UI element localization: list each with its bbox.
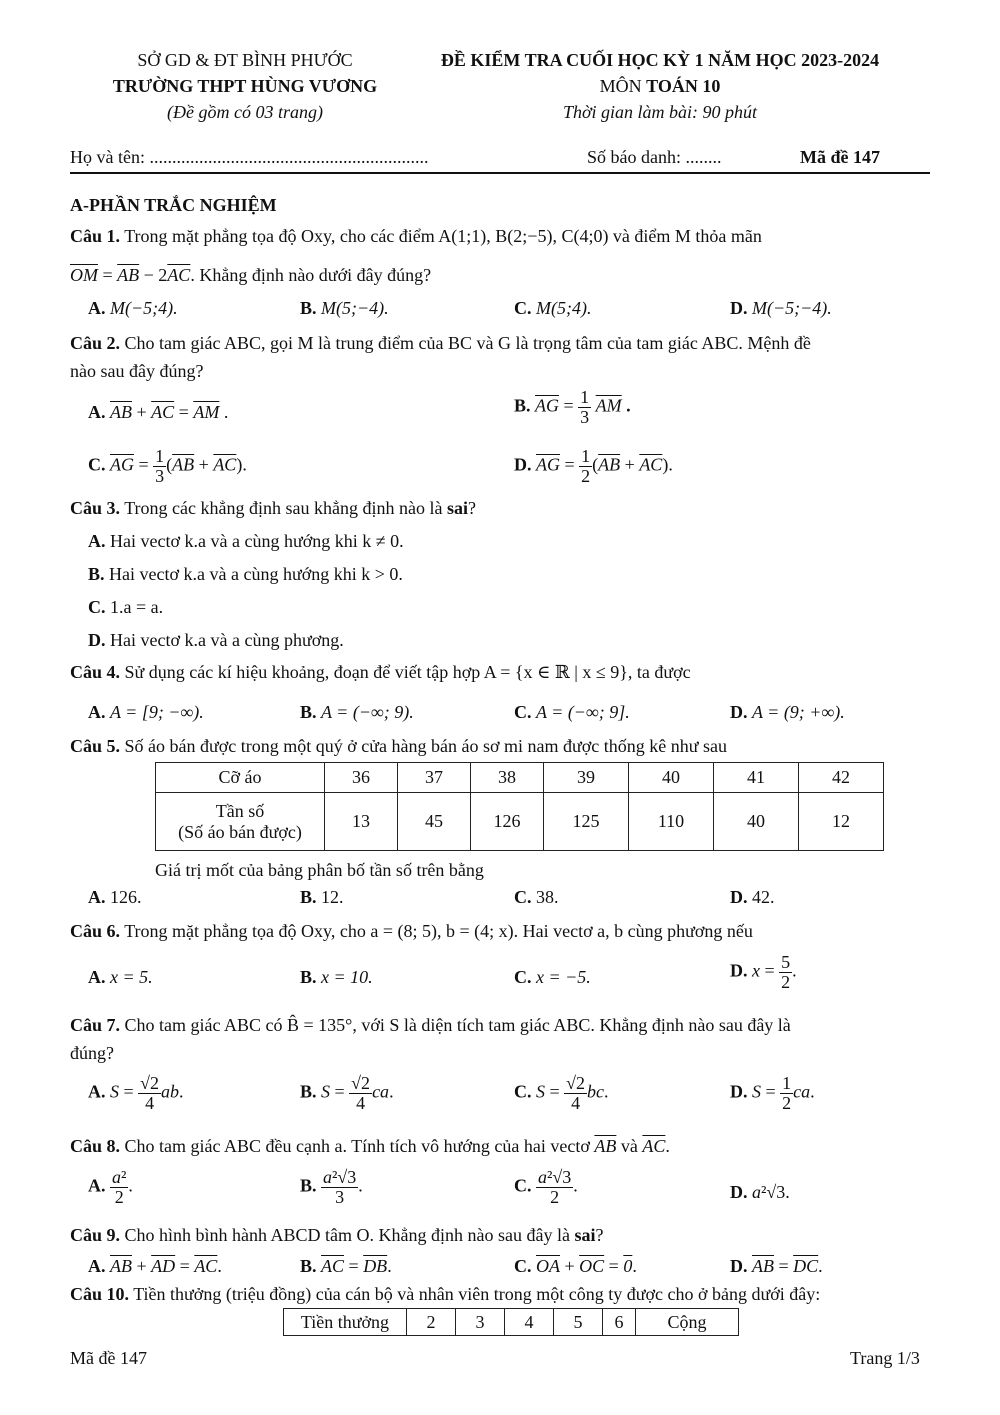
option-c[interactable]: C. $\overline{OA} + \overline{OC} = 0$. bbox=[514, 1256, 637, 1276]
option-d[interactable]: D. $\overline{AB} = \overline{DC}$. bbox=[730, 1256, 823, 1276]
option-text: 12. bbox=[321, 887, 344, 907]
option-letter: D. bbox=[730, 298, 748, 318]
option-letter: A. bbox=[88, 1081, 106, 1102]
option-letter: B. bbox=[300, 298, 317, 318]
pages-note: (Đề gồm có 03 trang) bbox=[167, 102, 323, 122]
question-text: Cho tam giác ABC có B̂ = 135°, với S là diện tích tam giác ABC. Khẳng định nào sau đây là bbox=[120, 1015, 791, 1035]
option-letter: D. bbox=[730, 887, 748, 907]
option-letter: B. bbox=[88, 564, 105, 584]
footer-page-number: Trang 1/3 bbox=[850, 1348, 920, 1368]
question-7 bbox=[70, 1015, 791, 1036]
question-text: Số áo bán được trong một quý ở cửa hàng bán áo sơ mi nam được thống kê như sau bbox=[120, 736, 728, 756]
option-letter: D. bbox=[88, 630, 106, 650]
option-text: A = (9; +∞). bbox=[752, 702, 845, 722]
option-text: M(5;4). bbox=[536, 298, 592, 318]
question-5-after: Giá trị mốt của bảng phân bố tần số trên bằng bbox=[155, 860, 484, 880]
question-8 bbox=[70, 1136, 670, 1157]
table-cell: 40 bbox=[714, 793, 799, 851]
equals: = bbox=[98, 265, 118, 285]
question-text: Sử dụng các kí hiệu khoảng, đoạn để viết tập hợp A = {x ∈ ℝ | x ≤ 9}, ta được bbox=[120, 662, 691, 682]
question-4 bbox=[70, 662, 691, 683]
question-2 bbox=[70, 333, 811, 354]
option-letter: A. bbox=[88, 531, 106, 551]
option-b[interactable] bbox=[300, 702, 414, 723]
option-b[interactable]: B. $\overline{AG}$ = $\frac{1}{3}$ $\overline{AM}$ . bbox=[514, 387, 631, 427]
question-10 bbox=[70, 1284, 820, 1305]
option-text: Hai vectơ k.a và a cùng hướng khi k > 0. bbox=[109, 564, 403, 584]
option-a[interactable]: A. $\overline{AB} + \overline{AC} = \overline{AM}$ . bbox=[88, 402, 229, 422]
option-letter: B. bbox=[300, 702, 317, 722]
header-divider bbox=[70, 172, 930, 174]
question-emphasis: sai bbox=[446, 498, 468, 518]
question-text: . Khẳng định nào dưới đây đúng? bbox=[190, 265, 432, 285]
conjunction: và bbox=[616, 1136, 643, 1156]
exam-time: Thời gian làm bài: 90 phút bbox=[562, 102, 758, 122]
question-2-line2: nào sau đây đúng? bbox=[70, 361, 204, 381]
option-letter: D. bbox=[730, 702, 748, 722]
question-text: Tiền thưởng (triệu đồng) của cán bộ và nhân viên trong một công ty được cho ở bảng dưới đây: bbox=[129, 1284, 821, 1304]
option-letter: B. bbox=[300, 967, 317, 987]
question-text-end: ? bbox=[595, 1225, 604, 1245]
option-letter: C. bbox=[514, 887, 532, 907]
option-letter: C. bbox=[514, 1256, 532, 1276]
table-cell: 4 bbox=[505, 1309, 554, 1336]
option-text: x = 10. bbox=[321, 967, 373, 987]
option-letter: C. bbox=[88, 597, 106, 617]
option-a[interactable] bbox=[88, 967, 153, 988]
table-header bbox=[156, 793, 325, 851]
option-text: 126. bbox=[110, 887, 142, 907]
option-c[interactable]: C. S = $\frac{√2}{4}$ bc. bbox=[514, 1073, 609, 1113]
option-letter: C. bbox=[88, 454, 106, 475]
table-cell: 5 bbox=[554, 1309, 603, 1336]
table-header: Cỡ áo bbox=[156, 763, 325, 793]
option-text: x = −5. bbox=[536, 967, 591, 987]
bonus-table bbox=[283, 1308, 739, 1336]
table-header-line: (Số áo bán được) bbox=[178, 821, 302, 842]
option-d[interactable] bbox=[730, 298, 832, 319]
option-c[interactable] bbox=[514, 887, 559, 908]
table-cell: 45 bbox=[398, 793, 471, 851]
table-cell: 38 bbox=[471, 763, 544, 793]
option-letter: B. bbox=[300, 887, 317, 907]
option-d[interactable] bbox=[88, 630, 344, 651]
period: . bbox=[665, 1136, 670, 1156]
option-letter: A. bbox=[88, 1175, 106, 1196]
table-cell: 110 bbox=[629, 793, 714, 851]
table-cell: 3 bbox=[456, 1309, 505, 1336]
option-text: M(−5;4). bbox=[110, 298, 178, 318]
question-9 bbox=[70, 1225, 604, 1246]
option-letter: D. bbox=[730, 960, 748, 981]
option-d[interactable]: D. a²√3. bbox=[730, 1182, 790, 1202]
vector-ac: $\overline{AC}$ bbox=[167, 265, 191, 285]
question-text: Cho hình bình hành ABCD tâm O. Khẳng định nào sau đây là bbox=[120, 1225, 575, 1245]
option-a[interactable] bbox=[88, 702, 204, 723]
question-label: Câu 8. bbox=[70, 1136, 121, 1156]
vector-ab: $\overline{AB}$ bbox=[594, 1136, 617, 1156]
option-text: 1.a = a. bbox=[110, 597, 164, 617]
question-6 bbox=[70, 921, 753, 942]
option-a[interactable] bbox=[88, 887, 142, 908]
option-letter: C. bbox=[514, 967, 532, 987]
option-b[interactable] bbox=[300, 298, 389, 319]
option-c[interactable] bbox=[514, 702, 630, 723]
option-b[interactable]: B. $\overline{AC} = \overline{DB}$. bbox=[300, 1256, 392, 1276]
question-text-end: ? bbox=[467, 498, 476, 518]
question-label: Câu 4. bbox=[70, 662, 121, 682]
question-label: Câu 9. bbox=[70, 1225, 121, 1245]
option-letter: B. bbox=[300, 1256, 317, 1276]
question-label: Câu 6. bbox=[70, 921, 121, 941]
table-header: Tiền thưởng bbox=[284, 1309, 407, 1336]
option-text: x = 5. bbox=[110, 967, 153, 987]
option-letter: C. bbox=[514, 298, 532, 318]
option-text: A = (−∞; 9). bbox=[321, 702, 414, 722]
table-header-line: Tần số bbox=[215, 800, 265, 821]
option-b[interactable] bbox=[300, 887, 344, 908]
student-id-field: Số báo danh: ........ bbox=[587, 147, 722, 167]
question-label: Câu 3. bbox=[70, 498, 121, 518]
option-letter: A. bbox=[88, 402, 106, 422]
option-b[interactable]: B. $\frac{\text{a²√3}}{3}$ . bbox=[300, 1167, 363, 1207]
table-cell: 39 bbox=[544, 763, 629, 793]
option-c[interactable] bbox=[514, 967, 591, 988]
option-c[interactable] bbox=[88, 597, 163, 618]
vector-ac: $\overline{AC}$ bbox=[642, 1136, 666, 1156]
question-label: Câu 1. bbox=[70, 226, 121, 246]
table-cell: 41 bbox=[714, 763, 799, 793]
footer-exam-code: Mã đề 147 bbox=[70, 1348, 147, 1368]
subject-line bbox=[460, 76, 860, 97]
option-letter: A. bbox=[88, 887, 106, 907]
option-letter: C. bbox=[514, 702, 532, 722]
exam-title: ĐỀ KIỂM TRA CUỐI HỌC KỲ 1 NĂM HỌC 2023-2024 bbox=[440, 50, 880, 70]
option-letter: D. bbox=[730, 1256, 748, 1276]
question-label: Câu 5. bbox=[70, 736, 121, 756]
option-text: Hai vectơ k.a và a cùng phương. bbox=[110, 630, 344, 650]
table-cell: 6 bbox=[603, 1309, 636, 1336]
table-cell: 36 bbox=[325, 763, 398, 793]
option-d[interactable]: D. S = $\frac{1}{2}$ ca. bbox=[730, 1073, 815, 1113]
option-d[interactable] bbox=[730, 702, 845, 723]
option-letter: D. bbox=[730, 1182, 748, 1202]
option-letter: B. bbox=[514, 395, 531, 416]
table-cell: 2 bbox=[407, 1309, 456, 1336]
option-letter: B. bbox=[300, 1081, 317, 1102]
question-5 bbox=[70, 736, 727, 757]
size-frequency-table bbox=[155, 762, 884, 851]
option-a[interactable]: A. $\frac{\text{a²}}{2}$ . bbox=[88, 1167, 133, 1207]
option-letter: D. bbox=[730, 1081, 748, 1102]
table-cell: 126 bbox=[471, 793, 544, 851]
option-text: 38. bbox=[536, 887, 559, 907]
question-text: Cho tam giác ABC đều cạnh a. Tính tích vô hướng của hai vectơ bbox=[120, 1136, 590, 1156]
table-cell: 13 bbox=[325, 793, 398, 851]
table-cell: 37 bbox=[398, 763, 471, 793]
question-3 bbox=[70, 498, 476, 519]
table-cell: 42 bbox=[799, 763, 884, 793]
question-text: Cho tam giác ABC, gọi M là trung điểm của BC và G là trọng tâm của tam giác ABC. Mệnh đề bbox=[120, 333, 811, 353]
option-text: A = [9; −∞). bbox=[110, 702, 204, 722]
table-cell: Cộng bbox=[636, 1309, 739, 1336]
option-b[interactable] bbox=[88, 564, 403, 585]
option-c[interactable]: C. $\frac{\text{a²√3}}{2}$ . bbox=[514, 1167, 578, 1207]
question-1-line2 bbox=[70, 265, 431, 286]
department-name: SỞ GD & ĐT BÌNH PHƯỚC bbox=[137, 50, 353, 70]
question-7-line2: đúng? bbox=[70, 1043, 114, 1063]
option-a[interactable] bbox=[88, 531, 404, 552]
question-emphasis: sai bbox=[574, 1225, 596, 1245]
option-letter: C. bbox=[514, 1175, 532, 1196]
option-d[interactable]: D. $\overline{AG}$ = $\frac{1}{2}$ $(\overline{AB} + \overline{AC})$. bbox=[514, 446, 673, 486]
option-text: 42. bbox=[752, 887, 775, 907]
question-label: Câu 7. bbox=[70, 1015, 121, 1035]
option-letter: A. bbox=[88, 702, 106, 722]
subject-prefix: MÔN bbox=[599, 76, 642, 96]
question-label: Câu 10. bbox=[70, 1284, 130, 1304]
vector-ab: $\overline{AB}$ bbox=[117, 265, 140, 285]
question-1 bbox=[70, 226, 762, 247]
option-b[interactable]: B. S = $\frac{√2}{4}$ ca. bbox=[300, 1073, 394, 1113]
option-d[interactable]: D. x = $\frac{5}{2}$ . bbox=[730, 952, 797, 992]
option-text: A = (−∞; 9]. bbox=[536, 702, 630, 722]
option-a[interactable]: A. $\overline{AB} + \overline{AD} = \overline{AC}$. bbox=[88, 1256, 222, 1276]
option-letter: A. bbox=[88, 967, 106, 987]
question-text: Trong mặt phẳng tọa độ Oxy, cho a = (8; 5), b = (4; x). Hai vectơ a, b cùng phương nếu bbox=[120, 921, 753, 941]
subject-name: TOÁN 10 bbox=[646, 76, 721, 96]
exam-code: Mã đề 147 bbox=[800, 147, 880, 167]
option-letter: C. bbox=[514, 1081, 532, 1102]
option-text: Hai vectơ k.a và a cùng hướng khi k ≠ 0. bbox=[110, 531, 404, 551]
option-c[interactable] bbox=[514, 298, 591, 319]
option-c[interactable]: C. $\overline{AG}$ = $\frac{1}{3}$ $(\overline{AB} + \overline{AC})$. bbox=[88, 446, 247, 486]
option-a[interactable]: A. S = $\frac{√2}{4}$ ab. bbox=[88, 1073, 184, 1113]
option-text: M(−5;−4). bbox=[752, 298, 832, 318]
table-cell: 12 bbox=[799, 793, 884, 851]
option-a[interactable] bbox=[88, 298, 178, 319]
table-cell: 40 bbox=[629, 763, 714, 793]
option-letter: B. bbox=[300, 1175, 317, 1196]
school-name: TRƯỜNG THPT HÙNG VƯƠNG bbox=[112, 76, 378, 96]
vector-om: $\overline{OM}$ bbox=[70, 265, 98, 285]
minus-two: − 2 bbox=[139, 265, 168, 285]
option-b[interactable] bbox=[300, 967, 373, 988]
table-cell: 125 bbox=[544, 793, 629, 851]
option-letter: A. bbox=[88, 298, 106, 318]
option-letter: D. bbox=[514, 454, 532, 475]
option-letter: A. bbox=[88, 1256, 106, 1276]
section-title: A-PHẦN TRẮC NGHIỆM bbox=[70, 195, 277, 215]
name-field: Họ và tên: .............................................................. bbox=[70, 147, 429, 167]
question-label: Câu 2. bbox=[70, 333, 121, 353]
question-text: Trong các khẳng định sau khẳng định nào là bbox=[120, 498, 447, 518]
question-text: Trong mặt phẳng tọa độ Oxy, cho các điểm A(1;1), B(2;−5), C(4;0) và điểm M thỏa mãn bbox=[120, 226, 762, 246]
option-text: M(5;−4). bbox=[321, 298, 389, 318]
option-d[interactable] bbox=[730, 887, 775, 908]
